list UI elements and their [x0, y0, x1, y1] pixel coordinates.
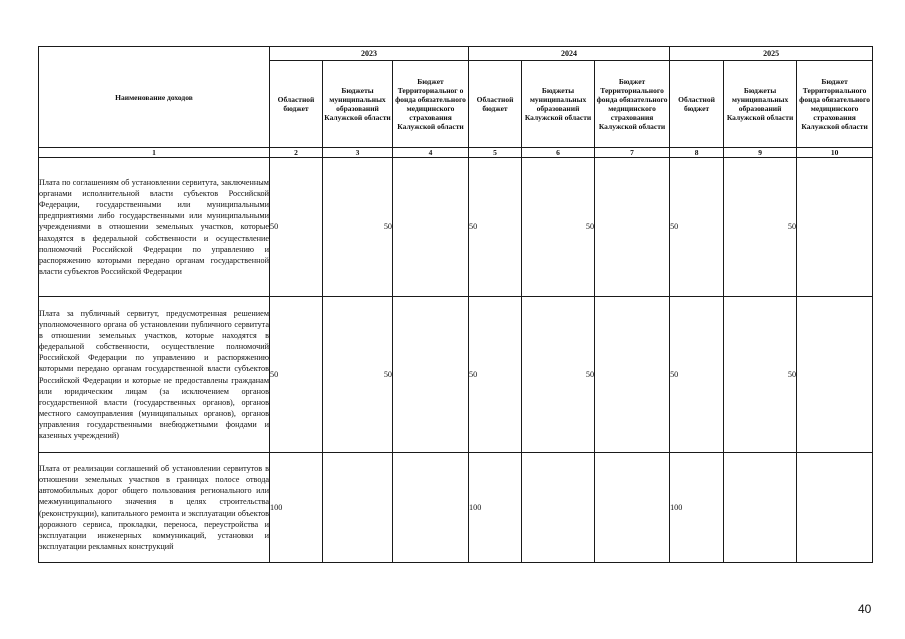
value-cell: 50 [522, 297, 595, 453]
value-cell: 50 [270, 158, 323, 297]
year-2024-header: 2024 [469, 47, 670, 61]
value-cell [522, 453, 595, 563]
year-2025-header: 2025 [670, 47, 873, 61]
column-number-row [39, 148, 873, 158]
column-number: 8 [670, 148, 724, 158]
page-number: 40 [858, 602, 872, 616]
regional-budget-header: Областной бюджет [670, 61, 724, 148]
regional-budget-header: Областной бюджет [270, 61, 323, 148]
value-cell: 50 [270, 297, 323, 453]
value-cell: 100 [270, 453, 323, 563]
value-cell [393, 453, 469, 563]
health-fund-budget-header: Бюджет Территориального фонда обязательного медицинского страхования Калужской области [797, 61, 873, 148]
value-cell: 50 [724, 297, 797, 453]
value-cell [595, 297, 670, 453]
health-fund-budget-header: Бюджет Территориальног о фонда обязательного медицинского страхования Калужской области [393, 61, 469, 148]
revenue-name-header: Наименование доходов [39, 47, 270, 148]
value-cell: 50 [522, 158, 595, 297]
revenue-name-cell: Плата по соглашениям об установлении сервитута, заключенным органами исполнительной власти субъектов Российской Федерации, государственными или муниципальными предприятиями либо государственными или муниципальными учреждениями в отношении земельных участков, которые находятся в федеральной собственности и осуществление полномочий Российской Федерации по управлению и распоряжению которыми передано органам государственной власти субъектов Российской Федерации [39, 158, 270, 297]
value-cell [797, 158, 873, 297]
value-cell: 100 [670, 453, 724, 563]
value-cell [797, 297, 873, 453]
table-row [39, 297, 873, 453]
column-number: 4 [393, 148, 469, 158]
municipal-budgets-header: Бюджеты муниципальных образований Калужской области [522, 61, 595, 148]
value-cell: 50 [323, 158, 393, 297]
column-number: 1 [39, 148, 270, 158]
value-cell: 50 [724, 158, 797, 297]
value-cell [323, 453, 393, 563]
revenue-table [38, 46, 873, 563]
revenue-name-cell: Плата за публичный сервитут, предусмотренная решением уполномоченного органа об установлении публичного сервитута в отношении земельных участков, которые находятся в федеральной собственности, осуществление полномочий Российской Федерации по управлению и распоряжению которыми передано органам государственной власти субъектов Российской Федерации и которые не предоставлены гражданам или юридическим лицам (за исключением органов государственной власти (государственных органов), органов местного самоуправления (муниципальных органов), органов управления государственными внебюджетными фондами и казенных учреждений) [39, 297, 270, 453]
value-cell [393, 297, 469, 453]
column-number: 7 [595, 148, 670, 158]
value-cell [393, 158, 469, 297]
header-row-years [39, 47, 873, 61]
value-cell: 100 [469, 453, 522, 563]
year-2023-header: 2023 [270, 47, 469, 61]
value-cell: 50 [469, 158, 522, 297]
value-cell [724, 453, 797, 563]
value-cell: 50 [670, 158, 724, 297]
revenue-name-cell: Плата от реализации соглашений об установлении сервитутов в отношении земельных участков в границах полосе отвода автомобильных дорог общего пользования регионального или межмуниципального значения в целях строительства (реконструкции), капитального ремонта и эксплуатации объектов дорожного сервиса, прокладки, переноса, переустройства и эксплуатации инженерных коммуникаций, установки и эксплуатации рекламных конструкций [39, 453, 270, 563]
regional-budget-header: Областной бюджет [469, 61, 522, 148]
municipal-budgets-header: Бюджеты муниципальных образований Калужской области [323, 61, 393, 148]
column-number: 6 [522, 148, 595, 158]
municipal-budgets-header: Бюджеты муниципальных образований Калужской области [724, 61, 797, 148]
table-row [39, 158, 873, 297]
value-cell [595, 158, 670, 297]
value-cell [595, 453, 670, 563]
value-cell [797, 453, 873, 563]
health-fund-budget-header: Бюджет Территориального фонда обязательного медицинского страхования Калужской области [595, 61, 670, 148]
value-cell: 50 [469, 297, 522, 453]
column-number: 2 [270, 148, 323, 158]
column-number: 3 [323, 148, 393, 158]
value-cell: 50 [670, 297, 724, 453]
value-cell: 50 [323, 297, 393, 453]
column-number: 5 [469, 148, 522, 158]
column-number: 9 [724, 148, 797, 158]
column-number: 10 [797, 148, 873, 158]
table-row [39, 453, 873, 563]
